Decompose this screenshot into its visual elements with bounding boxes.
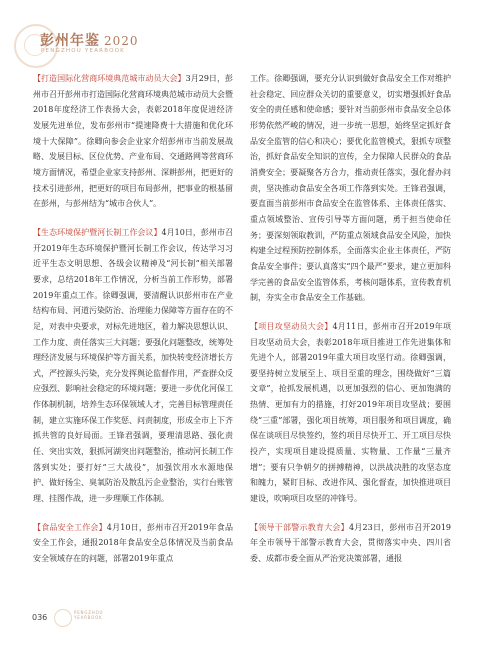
article-tag: 【打造国际化营商环境典范城市动员大会】 [33,74,186,83]
footer-subtitle-line1: PENGZHOU [74,610,104,615]
page-header [0,0,480,72]
footer-subtitle [74,610,103,620]
article-text: 4月11日，彭州市召开2019年项目攻坚动员大会，表彰2018年项目推进工作先进集体和先进个人，部署2019年重大项目攻坚行动。徐卿强调，要坚持树立发展至上、项目至重的理念，围绕做好“三篇文章”，抢抓发展机遇，以更加强烈的信心、更加饱满的热情、更加有力的措施，打好2019年项目攻坚战；要围绕“三重”部署，强化项目统筹，项目服务和项目调度，确保在谈项目尽快签约，签约项目尽快开工、开工项目尽快投产，实现项目建设提质量、实物量、工作量“三量齐增”；要有只争朝夕的拼搏精神，以洪战决胜的攻坚态度和魄力，紧盯目标、改进作风、强化督查，加快推进项目建设，吹响项目攻坚的冲锋号。 [250,321,451,504]
footer-subtitle-line2: YEARBOOK [74,615,103,620]
article-paragraph [33,520,233,567]
yearbook-subtitle: PENGZHOU YEARBOOK [41,48,125,54]
right-column [250,71,451,580]
yearbook-title-text: 彭州年鉴 [40,33,100,49]
article-tag: 【食品安全工作会】 [33,522,107,532]
article-paragraph [250,520,451,567]
article-text: 4月23日，彭州市召开2019年全市领导干部警示教育大会，贯彻落实中央、四川省委、成都市委全面从严治党决策部署，通报 [250,522,452,564]
article-text: 3月29日，彭州市召开彭州市打造国际化营商环境典范城市动员大会暨2018年度经济工作表扬大会，表彰2018年度促进经济发展先进单位，发布彭州市“提速降费十大措施和优化环境十大保障”。徐卿向参会企业家介绍彭州市当前发展战略、发展目标、区位优势、产业布局、交通路网等营商环境方面情况，希望企业家支持彭州、深耕彭州，把更好的技术引进彭州，把更好的项目布局彭州，把事业的根基留在彭州，与彭州结为“城市合伙人”。 [33,74,233,209]
yearbook-title [40,30,139,50]
article-paragraph-continued [250,71,451,306]
article-paragraph [33,71,233,212]
page-number: 036 [32,613,48,622]
article-paragraph [33,225,233,507]
article-text: 4月10日，彭州市召开2019年生态环境保护暨河长制工作会议，传达学习习近平生态文明思想、各级会议精神及“河长制”相关部署要求，总结2018年工作情况，分析当前工作形势，部署2019年重点工作。徐卿强调，要清醒认识彭州市在产业结构布局、河道污染防治、治理能力保障等方面存在的不足，对表中央要求，对标先进地区，着力解决思想认识、工作力度、责任落实三大问题；要强化问题整改，统筹处理经济发展与环境保护等方面关系，加快转变经济增长方式，严控源头污染，充分发挥舆论监督作用，严查群众反应强烈、影响社会稳定的环境问题；要进一步优化河保工作体制机制，培养生态环保领域人才，完善目标管理责任制，建立实施环保工作奖惩、问责制度，形成全市上下齐抓共管的良好局面。王锋君强调，要理清思路、强化责任、突出实效，狠抓河湖突出问题整治，推动河长制工作落到实处；要打好“三大战役”，加强饮用水水源地保护、做好扬尘、臭氧防治及散乱污企业整治，实行台账管理、挂图作战，进一步理顺工作体制。 [33,227,233,504]
article-text: 4月10日，彭州市召开2019年食品安全工作会，通报2018年食品安全总体情况及当前食品安全领域存在的问题，部署2019年重点 [33,522,234,564]
article-tag: 【项目攻坚动员大会】 [250,321,333,331]
article-text: 工作。徐卿强调，要充分认识到做好食品安全工作对维护社会稳定、回应群众关切的重要意义，切实增强抓好食品安全的责任感和使命感；要针对当前彭州市食品安全总体形势依然严峻的情况，进一步统一思想，始终坚定抓好食品安全监管的信心和决心；要优化监管模式，狠抓专项整治，抓好食品安全知识的宣传，全力保障人民群众的食品消费安全；要凝聚各方合力，推动责任落实，强化督办问责，坚决推动食品安全各项工作落到实处。王锋君强调，要直面当前彭州市食品安全在监管体系、主体责任落实、重点领域整治、宣传引导等方面问题，勇于担当使命任务；要深刻领取教训，严防重点领域食品安全风险，加快构建全过程预防控制体系，全面落实企业主体责任，严防食品安全事件；要认真落实“四个最严”要求，建立更加科学完善的食品安全监管体系，考核问题体系，宣传教育机制，夯实全市食品安全工作基础。 [250,74,451,303]
article-paragraph [250,319,451,507]
article-tag: 【生态环境保护暨河长制工作会议】 [33,227,162,237]
yearbook-year: 2020 [104,34,139,48]
article-tag: 【领导干部警示教育大会】 [250,522,349,532]
left-column [33,71,233,580]
footer-emblem-icon [54,609,72,627]
